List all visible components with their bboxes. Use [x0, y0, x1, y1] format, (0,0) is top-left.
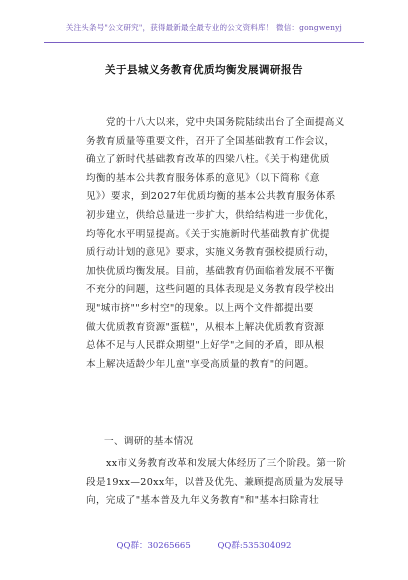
paragraph-line: 党的十八大以来，党中央国务院陆续出台了全面提高义 [106, 117, 345, 128]
paragraph-line: 做大优质教育资源"蛋糕"，从根本上解决优质教育资源 [86, 321, 325, 333]
paragraph-line: 均衡的基本公共教育服务体系的意见》（以下简称《意 [86, 172, 320, 184]
paragraph-line: 向，完成了"基本普及九年义务教育"和"基本扫除青壮 [86, 495, 320, 507]
paragraph-line: 现"城市挤""乡村空"的现象。以上两个文件都提出要 [86, 302, 314, 314]
qq-group-1: QQ群：30265665 [116, 541, 191, 551]
document-title: 关于县城义务教育优质均衡发展调研报告 [105, 64, 303, 76]
paragraph-line: 初步建立，供给总量进一步扩大，供给结构进一步优化， [86, 209, 335, 221]
header-divider [44, 42, 364, 43]
paragraph-line: xx市义务教育改革和发展大体经历了三个阶段。第一阶 [106, 458, 347, 469]
paragraph-line: 见》）要求，到2027年优质均衡的基本公共教育服务体系 [86, 191, 336, 203]
header-banner: 关注头条号"公文研究"，获得最新最全最专业的公文资料库！ 微信：gongwenyj [65, 23, 343, 32]
paragraph-line: 总体不足与人民群众期望"上好学"之间的矛盾，即从根 [86, 340, 325, 352]
paragraph-line: 质行动计划的意见》要求，实施义务教育强校提质行动， [86, 247, 335, 259]
paragraph-line: 不充分的问题，这些问题的具体表现是义务教育段学校出 [86, 284, 335, 296]
paragraph-basic-situation [86, 455, 347, 511]
paragraph-line: 段是19xx—20xx年，以普及优先、兼顾提高质量为发展导 [86, 476, 344, 488]
paragraph-line: 加快优质均衡发展。目前，基础教育仍面临着发展不平衡 [86, 265, 335, 277]
paragraph-line: 务教育质量等重要文件，召开了全国基础教育工作会议， [86, 135, 335, 147]
paragraph-line: 本上解决适龄少年儿童"享受高质量的教育"的问题。 [86, 358, 315, 370]
paragraph-line: 确立了新时代基础教育改革的四梁八柱。《关于构建优质 [86, 154, 330, 166]
footer-contact [0, 539, 408, 551]
qq-group-2: QQ群:535304092 [217, 541, 292, 551]
paragraph-line: 均等化水平明显提高。《关于实施新时代基础教育扩优提 [86, 228, 330, 240]
paragraph-intro [86, 114, 345, 374]
section-heading: 一、调研的基本情况 [104, 436, 194, 447]
